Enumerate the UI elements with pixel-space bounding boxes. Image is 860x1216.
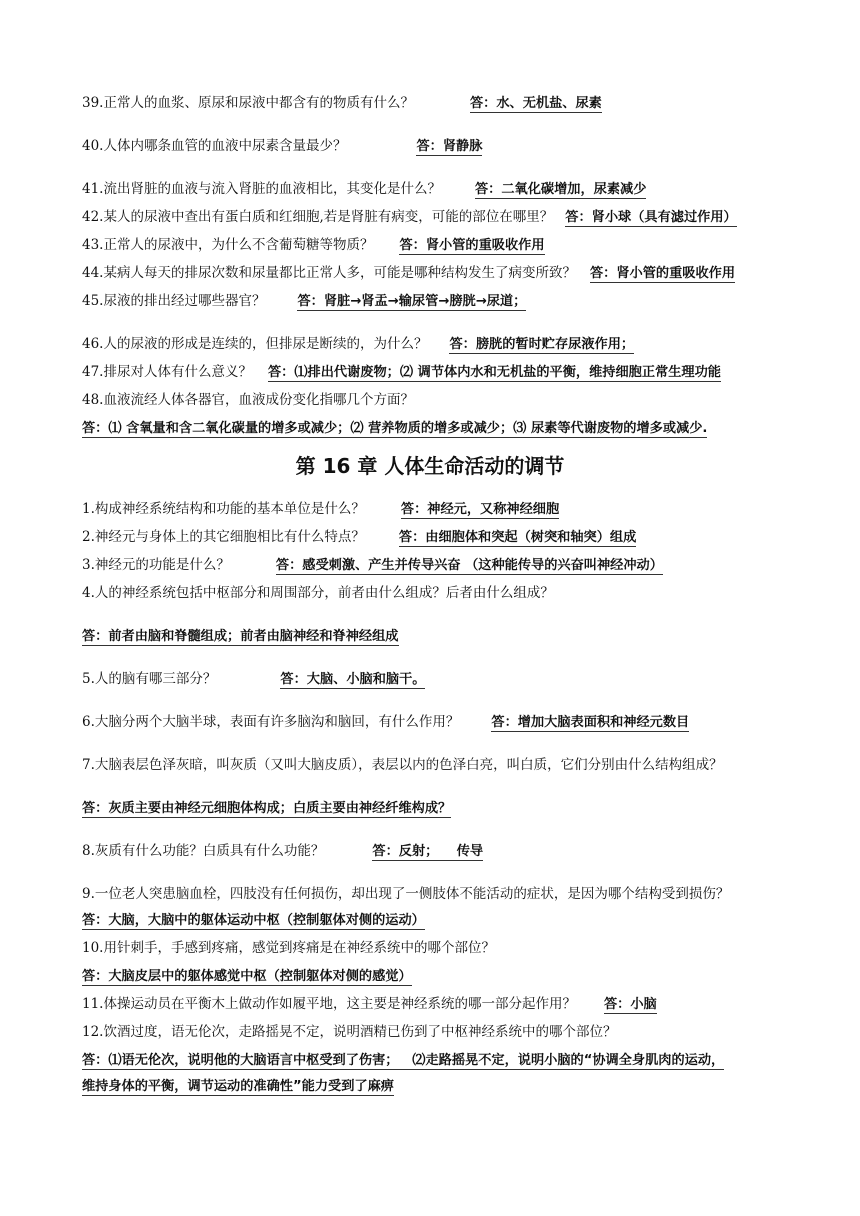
question-40 (82, 137, 800, 156)
answer-4 (82, 627, 800, 646)
question-42 (82, 208, 800, 227)
question-1 (82, 500, 800, 519)
question-46 (82, 335, 800, 354)
question-39 (82, 94, 800, 113)
answer-text: 答：增加大脑表面积和神经元数目 (491, 715, 690, 730)
question-text: 9.一位老人突患脑血栓，四肢没有任何损伤，却出现了一侧肢体不能活动的症状，是因为哪个结构受到损伤？ (82, 886, 730, 902)
question-43 (82, 236, 800, 255)
answer-7 (82, 799, 800, 818)
answer-text: 维持身体的平衡，调节运动的准确性”能力受到了麻痹 (82, 1079, 394, 1094)
answer-9 (82, 911, 800, 930)
question-48 (82, 391, 800, 409)
question-44 (82, 264, 800, 283)
question-text: 48.血液流经人体各器官，血液成份变化指哪几个方面？ (82, 392, 414, 408)
answer-text: 答：大脑皮层中的躯体感觉中枢（控制躯体对侧的感觉） (82, 969, 412, 984)
answer-text: 答：肾小管的重吸收作用 (589, 266, 736, 281)
question-text: 45.尿液的排出经过哪些器官？ (82, 293, 266, 309)
question-7 (82, 756, 800, 774)
answer-text: 答：肾小球（具有滤过作用） (565, 210, 737, 225)
question-text: 4.人的神经系统包括中枢部分和周围部分，前者由什么组成？后者由什么组成？ (82, 585, 554, 601)
answer-text: 答：肾静脉 (416, 139, 483, 154)
question-12 (82, 1023, 800, 1041)
answer-text: 答：小脑 (603, 997, 657, 1012)
question-text: 5.人的脑有哪三部分？ (82, 671, 217, 687)
question-9 (82, 885, 800, 903)
question-3 (82, 556, 800, 575)
answer-text: 答：大脑，大脑中的躯体运动中枢（控制躯体对侧的运动） (82, 913, 425, 928)
question-4 (82, 584, 800, 602)
question-text: 12.饮酒过度，语无伦次，走路摇晃不定，说明酒精已伤到了中枢神经系统中的哪个部位？ (82, 1024, 617, 1040)
question-text: 44.某病人每天的排尿次数和尿量都比正常人多，可能是哪种结构发生了病变所致？ (82, 265, 576, 281)
question-text: 11.体操运动员在平衡木上做动作如履平地，这主要是神经系统的哪一部分起作用？ (82, 996, 576, 1012)
answer-text: 答：前者由脑和脊髓组成；前者由脑神经和脊神经组成 (82, 629, 399, 644)
question-text: 43.正常人的尿液中，为什么不含葡萄糖等物质？ (82, 237, 374, 253)
question-11 (82, 995, 800, 1014)
question-text: 46.人的尿液的形成是连续的，但排尿是断续的，为什么？ (82, 336, 428, 352)
answer-text: 答：由细胞体和突起（树突和轴突）组成 (398, 530, 637, 545)
question-10 (82, 939, 800, 957)
question-text: 42.某人的尿液中查出有蛋白质和红细胞,若是肾脏有病变，可能的部位在哪里？ (82, 209, 554, 225)
question-6 (82, 713, 800, 732)
answer-text: 答：神经元，又称神经细胞 (400, 502, 560, 517)
answer-text: 答：灰质主要由神经元细胞体构成；白质主要由神经纤维构成？ (82, 801, 452, 816)
question-45 (82, 292, 800, 311)
answer-12-line2 (82, 1077, 800, 1096)
question-text: 39.正常人的血浆、原尿和尿液中都含有的物质有什么？ (82, 95, 414, 111)
answer-text: 答：⑴ 含氧量和含二氧化碳量的增多或减少；⑵ 营养物质的增多或减少；⑶ 尿素等代谢废物的增多或减少. (82, 421, 708, 436)
question-5 (82, 670, 800, 689)
question-41 (82, 180, 800, 199)
answer-text: 答：二氧化碳增加，尿素减少 (474, 182, 647, 197)
question-text: 1.构成神经系统结构和功能的基本单位是什么？ (82, 501, 365, 517)
answer-text: 答：⑴语无伦次，说明他的大脑语言中枢受到了伤害； ⑵走路摇晃不定，说明小脑的“协调全身肌肉的运动， (82, 1053, 725, 1068)
question-text: 3.神经元的功能是什么？ (82, 557, 230, 573)
answer-text: 答：肾脏→肾盂→输尿管→膀胱→尿道； (297, 294, 527, 309)
answer-10 (82, 967, 800, 986)
question-8 (82, 842, 800, 861)
answer-12-line1 (82, 1051, 800, 1070)
chapter-title: 第 16 章 人体生命活动的调节 (295, 454, 565, 478)
answer-text: 答：肾小管的重吸收作用 (399, 238, 545, 253)
question-text: 7.大脑表层色泽灰暗，叫灰质（又叫大脑皮质），表层以内的色泽白亮，叫白质，它们分别由什么结构组成？ (82, 757, 723, 773)
question-text: 10.用针刺手，手感到疼痛，感觉到疼痛是在神经系统中的哪个部位？ (82, 940, 495, 956)
answer-text: 答：⑴排出代谢废物；⑵ 调节体内水和无机盐的平衡，维持细胞正常生理功能 (267, 365, 721, 380)
answer-text: 答：大脑、小脑和脑干。 (280, 672, 426, 687)
answer-text: 答：感受刺激、产生并传导兴奋 （这种能传导的兴奋叫神经冲动） (275, 558, 663, 573)
question-text: 6.大脑分两个大脑半球，表面有许多脑沟和脑回，有什么作用？ (82, 714, 460, 730)
question-text: 2.神经元与身体上的其它细胞相比有什么特点？ (82, 529, 365, 545)
question-text: 41.流出肾脏的血液与流入肾脏的血液相比，其变化是什么？ (82, 181, 441, 197)
question-text: 8.灰质有什么功能？白质具有什么功能？ (82, 843, 325, 859)
answer-text: 答：反射； 传导 (372, 844, 484, 859)
question-text: 47.排尿对人体有什么意义？ (82, 364, 252, 380)
answer-48 (82, 419, 800, 438)
question-2 (82, 528, 800, 547)
answer-text: 答：膀胱的暂时贮存尿液作用； (449, 337, 635, 352)
answer-text: 答：水、无机盐、尿素 (469, 96, 602, 111)
question-47 (82, 363, 800, 382)
question-text: 40.人体内哪条血管的血液中尿素含量最少？ (82, 138, 347, 154)
